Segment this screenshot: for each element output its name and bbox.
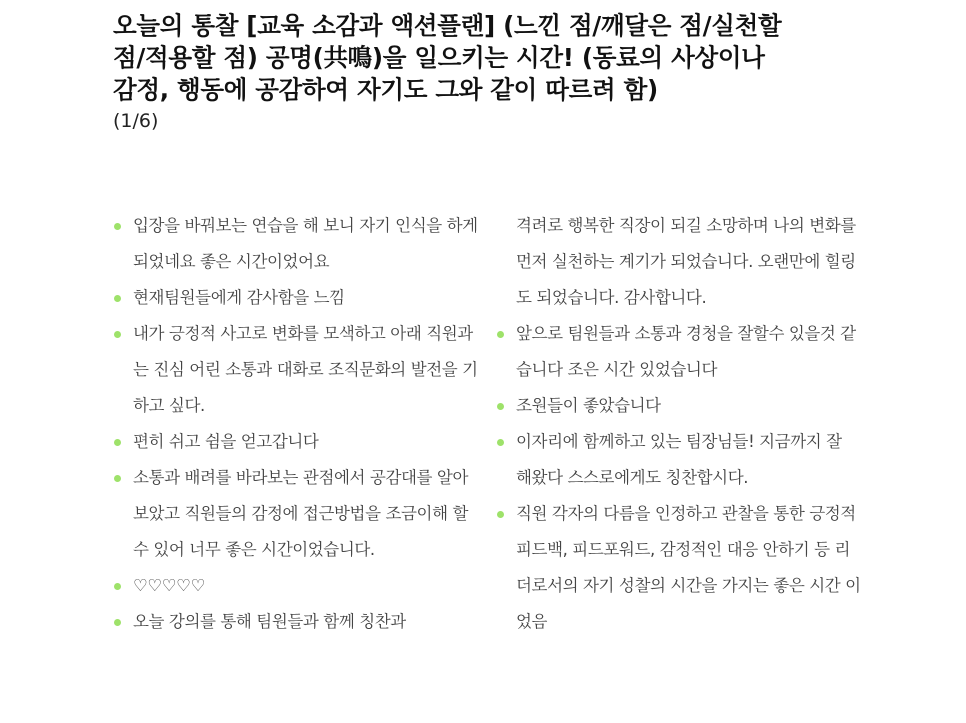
- list-item-text: 편히 쉬고 쉼을 얻고갑니다: [133, 432, 319, 451]
- list-item: [496, 424, 861, 496]
- right-column: [496, 208, 861, 640]
- bullet-icon: [114, 331, 121, 338]
- list-item: [113, 208, 483, 280]
- list-item-text: 이자리에 함께하고 있는 팀장님들! 지금까지 잘 해왔다 스스로에게도 칭찬합시다.: [516, 432, 842, 487]
- list-item-text: 입장을 바꿔보는 연습을 해 보니 자기 인식을 하게 되었네요 좋은 시간이었어요: [133, 216, 478, 271]
- list-item-text: 내가 긍정적 사고로 변화를 모색하고 아래 직원과는 진심 어린 소통과 대화로 조직문화의 발전을 기 하고 싶다.: [133, 324, 478, 415]
- list-item: [496, 388, 861, 424]
- list-item-text: ♡♡♡♡♡: [133, 576, 205, 595]
- list-item-text: 오늘 강의를 통해 팀원들과 함께 칭찬과: [133, 612, 406, 631]
- list-item-text: 소통과 배려를 바라보는 관점에서 공감대를 알아보았고 직원들의 감정에 접근방법을 조금이해 할수 있어 너무 좋은 시간이었습니다.: [133, 468, 469, 559]
- list-item: [113, 424, 483, 460]
- list-item: [113, 316, 483, 424]
- bullet-icon: [497, 439, 504, 446]
- bullet-icon: [114, 619, 121, 626]
- left-column: [113, 208, 483, 640]
- list-item: [113, 280, 483, 316]
- bullet-icon: [497, 331, 504, 338]
- bullet-icon: [114, 295, 121, 302]
- bullet-icon: [114, 223, 121, 230]
- list-item-text: 조원들이 좋았습니다: [516, 396, 661, 415]
- list-item-continuation: 격려로 행복한 직장이 되길 소망하며 나의 변화를 먼저 실천하는 계기가 되었습니다. 오랜만에 힐링도 되었습니다. 감사합니다.: [516, 216, 856, 307]
- page-title: 오늘의 통찰 [교육 소감과 액션플랜] (느낀 점/깨달은 점/실천할 점/적용할 점) 공명(共鳴)을 일으키는 시간! (동료의 사상이나 감정, 행동에 공감하여 자기도 그와 같이 따르려 함): [113, 11, 782, 104]
- list-item-text: 현재팀원들에게 감사함을 느낌: [133, 288, 345, 307]
- bullet-icon: [497, 511, 504, 518]
- list-item: [496, 496, 861, 640]
- feedback-columns: [113, 208, 873, 708]
- bullet-icon: [497, 403, 504, 410]
- title-block: [113, 10, 793, 134]
- page-indicator: (1/6): [113, 110, 159, 132]
- bullet-icon: [114, 583, 121, 590]
- list-item: [113, 460, 483, 568]
- bullet-icon: [114, 475, 121, 482]
- list-item-text: 직원 각자의 다름을 인정하고 관찰을 통한 긍정적 피드백, 피드포워드, 감정적인 대응 안하기 등 리더로서의 자기 성찰의 시간을 가지는 좋은 시간 이었음: [516, 504, 861, 631]
- list-item-text: 앞으로 팀원들과 소통과 경청을 잘할수 있을것 같습니다 조은 시간 있었습니다: [516, 324, 856, 379]
- bullet-icon: [114, 439, 121, 446]
- list-item: [113, 604, 483, 640]
- list-item: [496, 316, 861, 388]
- list-item: [113, 568, 483, 604]
